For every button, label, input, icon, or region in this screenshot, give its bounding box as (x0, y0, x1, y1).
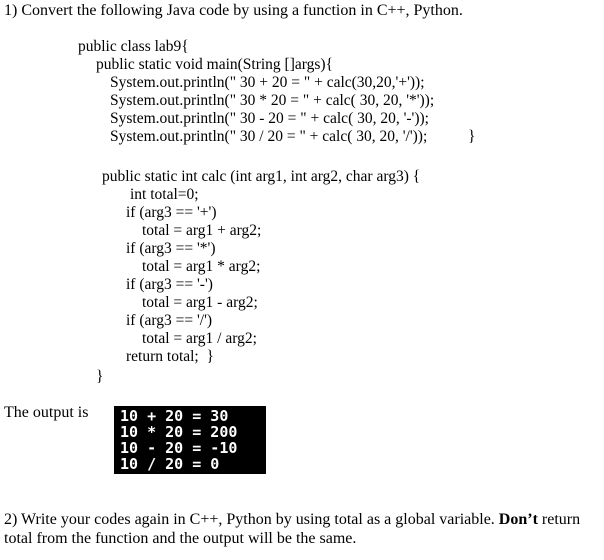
code-line-total-div: total = arg1 / arg2; (142, 330, 257, 347)
code-line-total-plus: total = arg1 + arg2; (142, 222, 262, 239)
question-2-bold: Don’t (498, 511, 538, 528)
code-line-total-minus: total = arg1 - arg2; (142, 294, 258, 311)
code-line-class: public class lab9{ (78, 38, 189, 55)
code-line-init: int total=0; (130, 186, 199, 203)
console-line: 10 - 20 = -10 (120, 439, 238, 457)
question-2-prefix: 2) Write your codes again in C++, Python by using total as a global variable. (4, 511, 499, 528)
code-line-if-mul: if (arg3 == '*') (126, 240, 216, 257)
code-line-print4: System.out.println(" 30 / 20 = " + calc( 30, 20, '/')); (110, 128, 428, 145)
code-line-total-mul: total = arg1 * arg2; (142, 258, 261, 275)
question-2-suffix: return total from the function and the output will be the same. (4, 511, 581, 547)
code-line-if-div: if (arg3 == '/') (126, 312, 213, 329)
output-label: The output is (4, 404, 89, 421)
code-line-if-plus: if (arg3 == '+') (126, 204, 217, 221)
code-line-print2: System.out.println(" 30 * 20 = " + calc( 30, 20, '*')); (110, 92, 435, 109)
console-line: 10 / 20 = 0 (120, 455, 220, 473)
console-line: 10 + 20 = 30 (120, 407, 229, 425)
question-1-text: 1) Convert the following Java code by using a function in C++, Python. (4, 2, 463, 19)
code-line-if-minus: if (arg3 == '-') (126, 276, 213, 293)
code-line-print1: System.out.println(" 30 + 20 = " + calc(30,20,'+')); (110, 74, 425, 91)
console-line: 10 * 20 = 200 (120, 423, 238, 441)
code-close-main-brace: } (468, 128, 476, 145)
code-close-class-brace: } (96, 368, 104, 385)
code-line-main: public static void main(String []args){ (96, 56, 334, 73)
question-2-text (4, 510, 600, 548)
code-line-print3: System.out.println(" 30 - 20 = " + calc( 30, 20, '-')); (110, 110, 429, 127)
code-line-return: return total; } (126, 348, 214, 365)
code-line-calc: public static int calc (int arg1, int arg2, char arg3) { (102, 168, 421, 185)
console-output (114, 406, 266, 474)
